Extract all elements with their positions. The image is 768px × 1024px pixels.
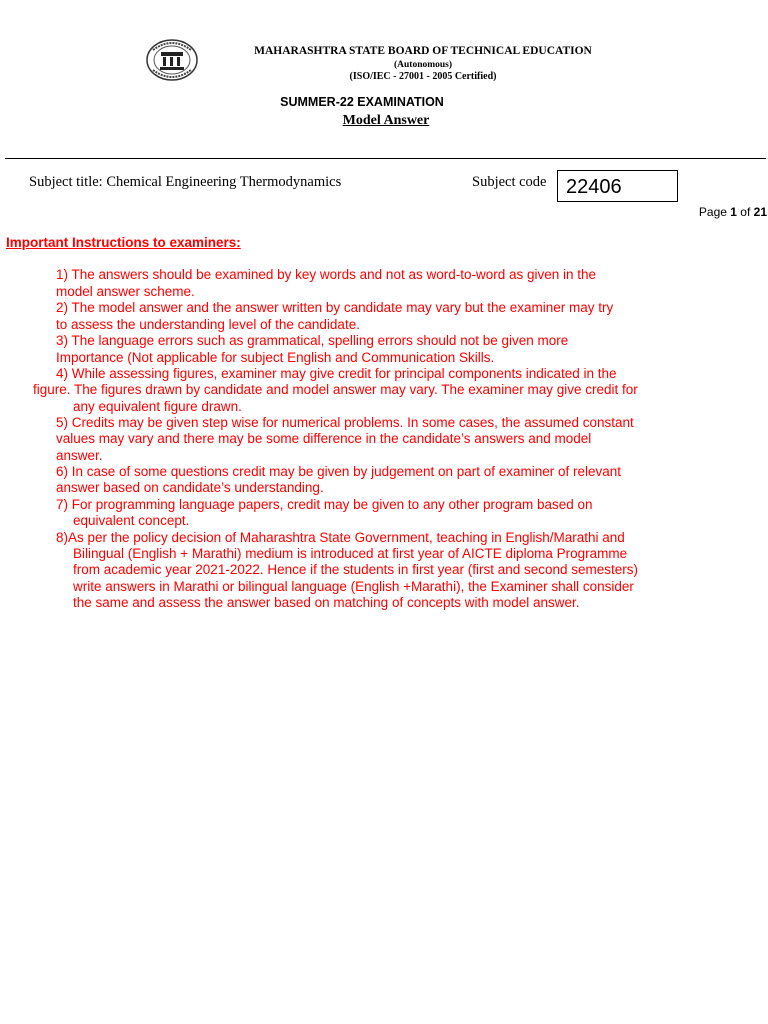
page-total: 21 <box>753 205 767 219</box>
instruction-line: answer based on candidate’s understanding. <box>56 480 324 495</box>
instruction-line: Bilingual (English + Marathi) medium is introduced at first year of AICTE diploma Programme <box>73 546 628 561</box>
instruction-line: from academic year 2021-2022. Hence if the students in first year (first and second semesters) <box>73 562 639 577</box>
instructions-heading: Important Instructions to examiners: <box>6 235 241 250</box>
instruction-line: figure. The figures drawn by candidate and model answer may vary. The examiner may give credit for <box>33 382 638 397</box>
page-number <box>699 205 767 219</box>
instruction-line: 1) The answers should be examined by key words and not as word-to-word as given in the <box>56 267 597 282</box>
instruction-line: to assess the understanding level of the candidate. <box>56 317 360 332</box>
instruction-line: 7) For programming language papers, credit may be given to any other program based on <box>56 497 593 512</box>
subject-code-label: Subject code <box>472 174 547 190</box>
instruction-line: 6) In case of some questions credit may be given by judgement on part of examiner of relevant <box>56 464 622 479</box>
instruction-line: equivalent concept. <box>73 513 190 528</box>
page-of: of <box>736 205 754 219</box>
instruction-line: 4) While assessing figures, examiner may give credit for principal components indicated in the <box>56 366 617 381</box>
subject-title: Subject title: Chemical Engineering Thermodynamics <box>29 174 342 190</box>
autonomous-label: (Autonomous) <box>393 60 453 70</box>
subject-code-value: 22406 <box>566 176 622 198</box>
instruction-line: answer. <box>56 448 103 463</box>
instruction-line: the same and assess the answer based on matching of concepts with model answer. <box>73 595 580 610</box>
exam-title: SUMMER-22 EXAMINATION <box>280 95 444 109</box>
instruction-line: model answer scheme. <box>56 284 195 299</box>
instruction-line: write answers in Marathi or bilingual language (English +Marathi), the Examiner shall consider <box>73 579 634 594</box>
instruction-line: Importance (Not applicable for subject English and Communication Skills. <box>56 350 495 365</box>
certification-label: (ISO/IEC - 27001 - 2005 Certified) <box>349 71 497 82</box>
model-answer-title: Model Answer <box>342 113 430 128</box>
instruction-line: values may vary and there may be some difference in the candidate’s answers and model <box>56 431 592 446</box>
instruction-line: 8)As per the policy decision of Maharashtra State Government, teaching in English/Marathi and <box>56 530 625 545</box>
instruction-line: 5) Credits may be given step wise for numerical problems. In some cases, the assumed constant <box>56 415 634 430</box>
instruction-line: 2) The model answer and the answer written by candidate may vary but the examiner may try <box>56 300 614 315</box>
instruction-line: any equivalent figure drawn. <box>73 399 242 414</box>
instruction-line: 3) The language errors such as grammatical, spelling errors should not be given more <box>56 333 569 348</box>
page-current: 1 <box>730 205 737 219</box>
page-prefix: Page <box>698 205 731 219</box>
header-divider <box>5 158 766 159</box>
board-emblem-logo <box>145 38 199 82</box>
board-name: MAHARASHTRA STATE BOARD OF TECHNICAL EDUCATION <box>254 45 592 57</box>
